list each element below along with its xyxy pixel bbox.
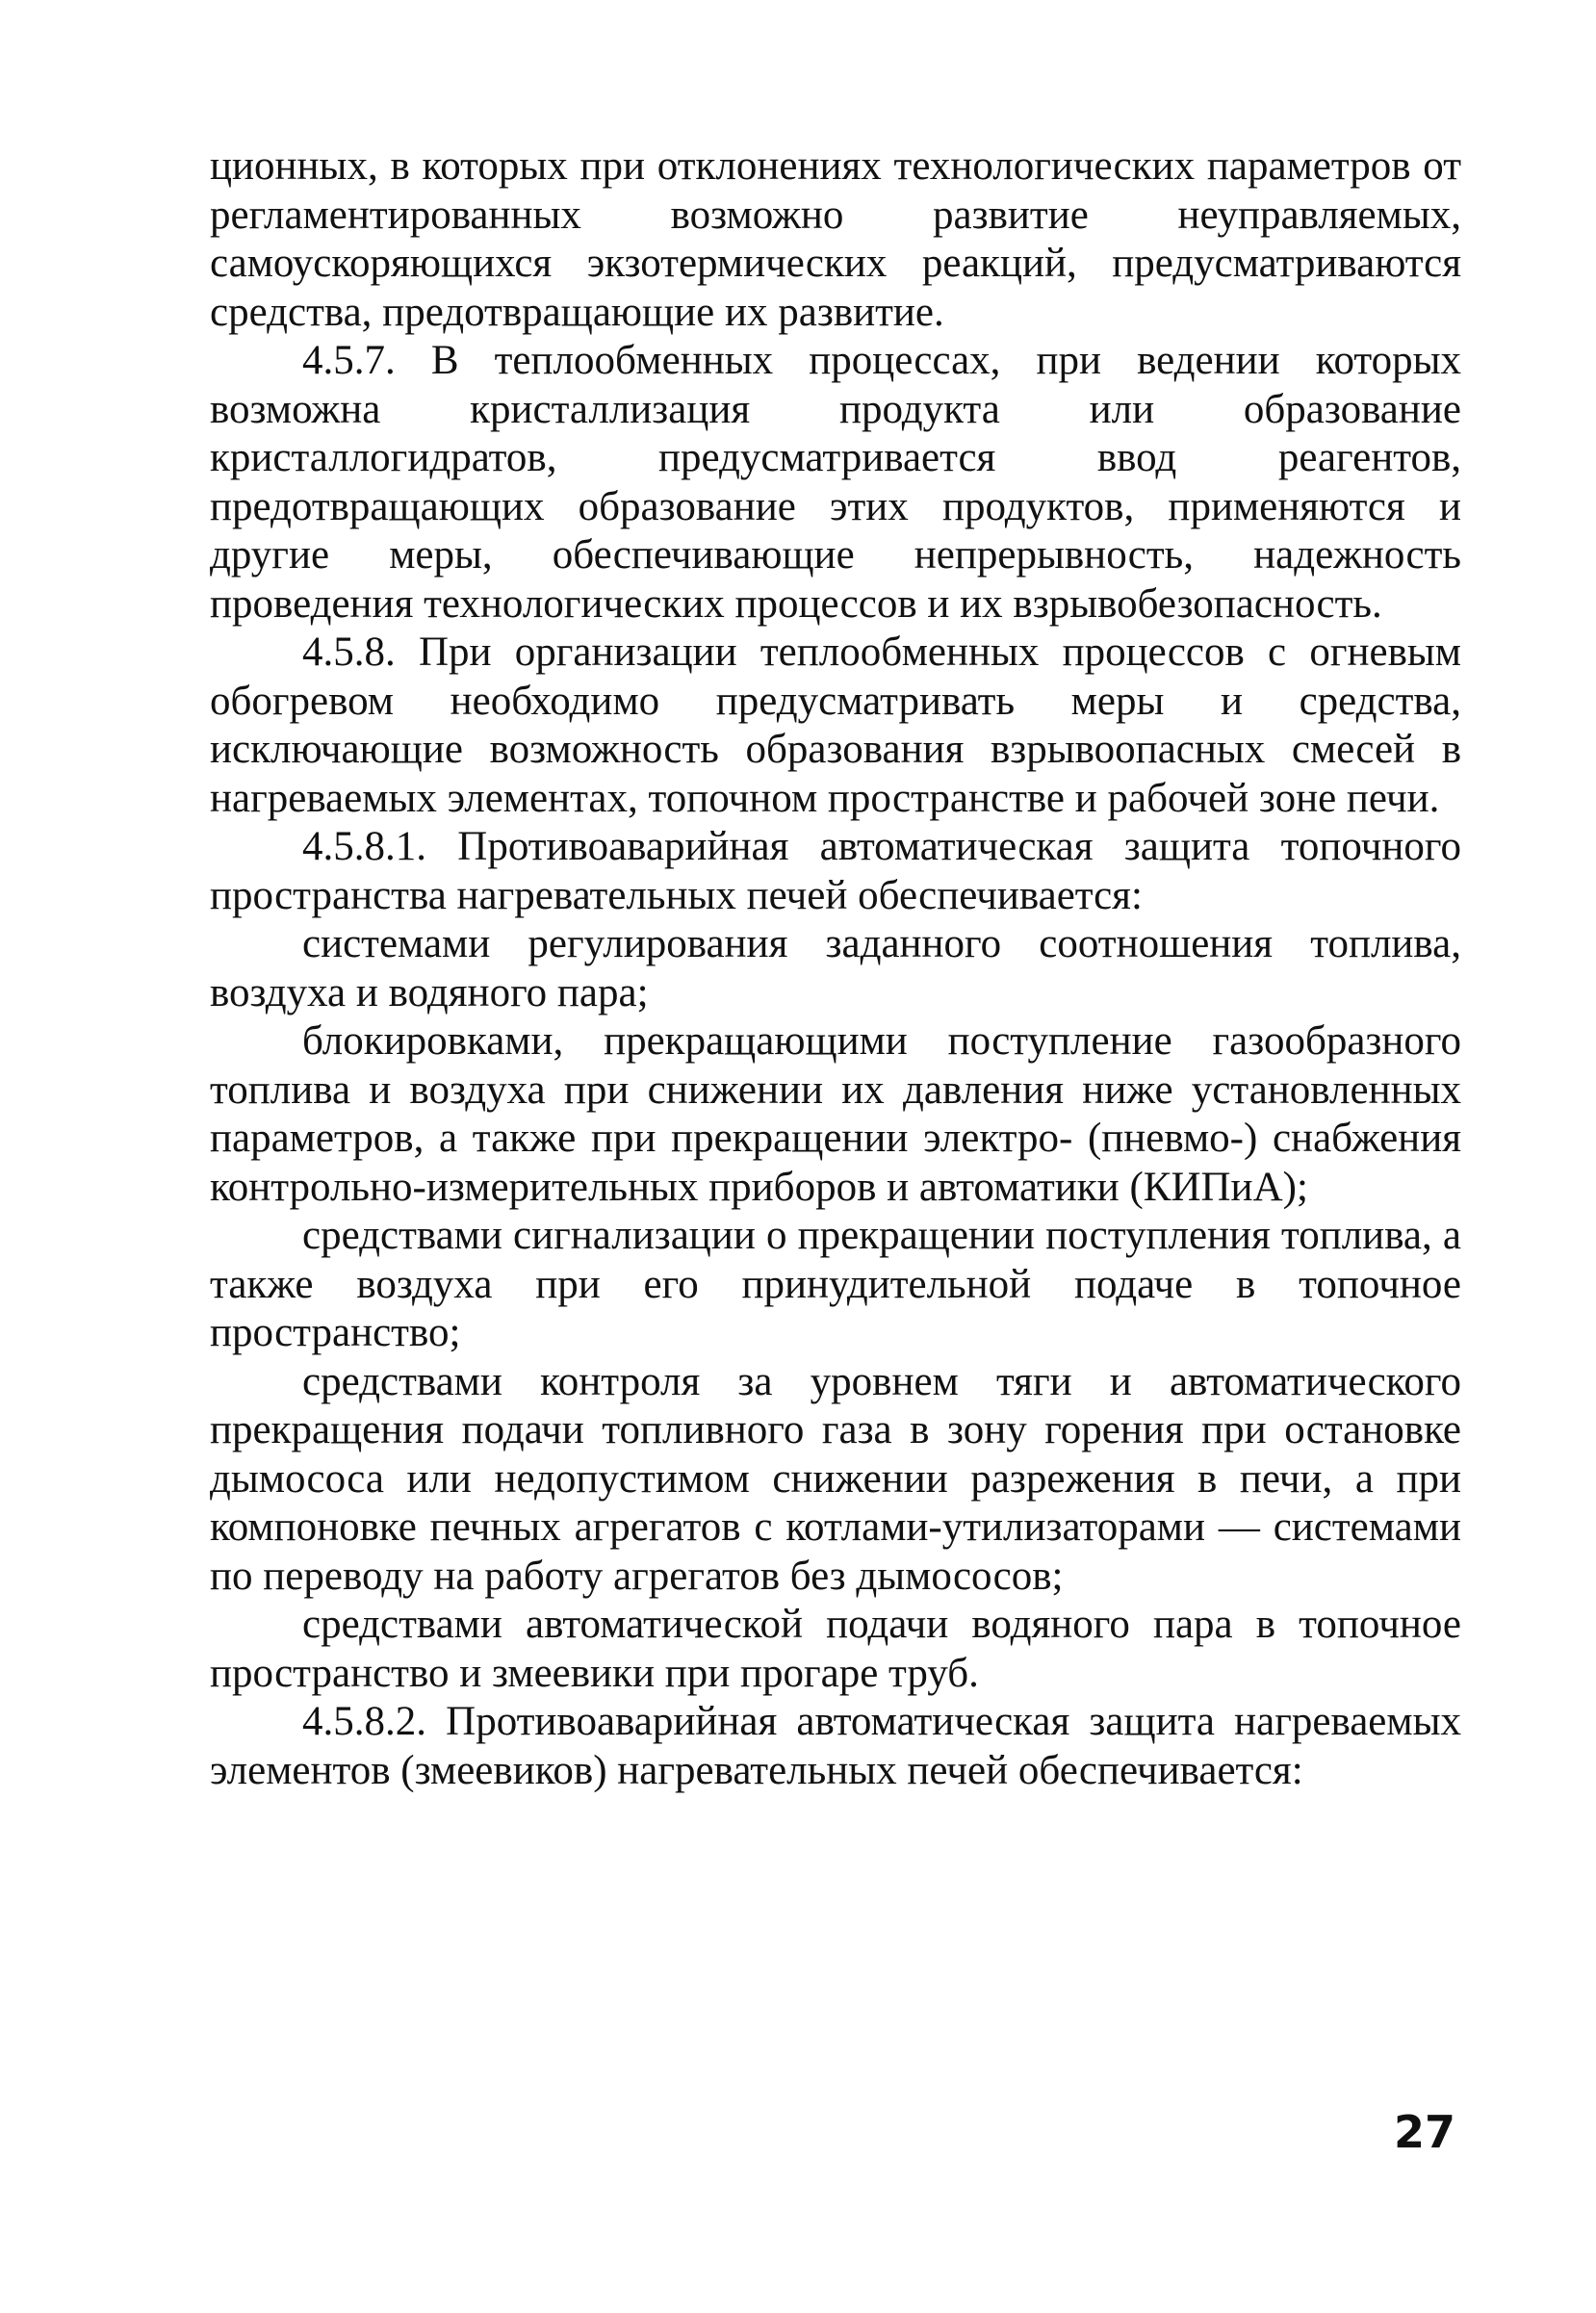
paragraph-continuation: ционных, в которых при отклонениях технологических параметров от регламентированных возможно развитие неуправляемых, самоускоряющихся экзотермических реакций, предусматриваются средства, предотвращающие их развитие. [210, 143, 1461, 335]
document-body [210, 142, 1461, 1795]
list-item-draft-control: средствами контроля за уровнем тяги и автоматического прекращения подачи топливного газа в зону горения при остановке дымососа или недопустимом снижении разрежения в печи, а при компоновке печных агрегатов с котлами-утилизаторами — системами по переводу на работу агрегатов без дымососов; [210, 1358, 1461, 1599]
list-item-interlocks: блокировками, прекращающими поступление газообразного топлива и воздуха при снижении их давления ниже установленных параметров, а также при прекращении электро- (пневмо-) снабжения контрольно-измерительных приборов и автоматики (КИПиА); [210, 1018, 1461, 1210]
paragraph-4-5-8-1: 4.5.8.1. Противоаварийная автоматическая защита топочного пространства нагревательных печей обеспечивается: [210, 824, 1461, 918]
paragraph-4-5-8-2: 4.5.8.2. Противоаварийная автоматическая защита нагреваемых элементов (змеевиков) нагревательных печей обеспечивается: [210, 1699, 1461, 1793]
list-item-regulation-systems: системами регулирования заданного соотношения топлива, воздуха и водяного пара; [210, 921, 1461, 1015]
list-item-steam-supply: средствами автоматической подачи водяного пара в топочное пространство и змеевики при прогаре труб. [210, 1602, 1461, 1696]
list-item-signaling: средствами сигнализации о прекращении поступления топлива, а также воздуха при его принудительной подаче в топочное пространство; [210, 1213, 1461, 1355]
paragraph-4-5-7: 4.5.7. В теплообменных процессах, при ведении которых возможна кристаллизация продукта или образование кристаллогидратов, предусматривается ввод реагентов, предотвращающих образование этих продуктов, применяются и другие меры, обеспечивающие непрерывность, надежность проведения технологических процессов и их взрывобезопасность. [210, 338, 1461, 627]
paragraph-4-5-8: 4.5.8. При организации теплообменных процессов с огневым обогревом необходимо предусматривать меры и средства, исключающие возможность образования взрывоопасных смесей в нагреваемых элементах, топочном пространстве и рабочей зоне печи. [210, 630, 1461, 821]
page-number: 27 [1394, 2106, 1456, 2158]
